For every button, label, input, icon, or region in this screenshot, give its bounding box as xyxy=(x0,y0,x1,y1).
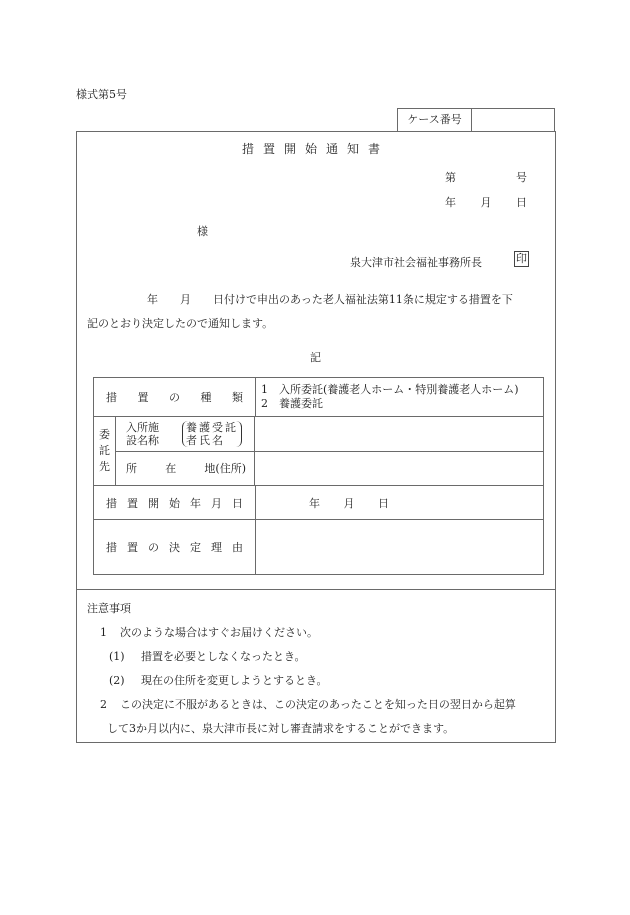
sender-name: 泉大津市社会福祉事務所長 xyxy=(350,256,482,269)
address-label: 所 在 地(住所) xyxy=(116,452,255,486)
document-title: 措置開始通知書 xyxy=(241,142,389,156)
document-number xyxy=(445,169,527,185)
note-item-1-2: (2) 現在の住所を変更しようとするとき。 xyxy=(109,674,328,687)
option-foster[interactable]: 2 養護委託 xyxy=(261,397,323,410)
reason-field[interactable] xyxy=(256,520,543,574)
consignee-header: 委 託 先 xyxy=(94,417,116,485)
start-date-field[interactable]: 年 月 日 xyxy=(309,496,389,510)
row-facility-name xyxy=(116,417,543,452)
seal-mark: 印 xyxy=(516,252,527,265)
row-measure-type xyxy=(94,378,543,417)
number-prefix: 第 xyxy=(445,171,456,184)
consignee-body xyxy=(116,417,543,485)
start-date-label: 措 置 開 始 年 月 日 xyxy=(94,486,256,519)
measure-type-label: 措 置 の 種 類 xyxy=(94,378,256,416)
issue-day: 日 xyxy=(516,196,527,209)
issue-year: 年 xyxy=(445,196,456,209)
note-item-1-1: (1) 措置を必要としなくなったとき。 xyxy=(109,650,306,663)
case-number-field[interactable] xyxy=(472,109,554,131)
issue-month: 月 xyxy=(480,196,492,209)
body-year: 年 xyxy=(147,293,158,306)
notice-frame xyxy=(76,131,556,743)
body-line-1 xyxy=(147,291,513,307)
addressee: 様 xyxy=(197,225,208,238)
note-item-2: 2 この決定に不服があるときは、この決定のあったことを知った日の翌日から起算 xyxy=(100,698,516,711)
notes-section xyxy=(87,597,516,741)
row-address xyxy=(116,452,543,486)
note-item-1: 1 次のような場合はすぐお届けください。 xyxy=(100,626,318,639)
notes-title: 注意事項 xyxy=(87,602,131,615)
foster-name-label: 養護受託 者氏名 xyxy=(182,421,242,447)
note-item-2-cont: して3か月以内に、泉大津市長に対し審査請求をすることができます。 xyxy=(107,722,455,735)
case-number-box xyxy=(397,108,555,131)
number-suffix: 号 xyxy=(516,171,527,184)
body-month: 月 xyxy=(180,293,191,306)
measure-table xyxy=(93,377,544,575)
row-consignee xyxy=(94,417,543,486)
facility-name-label: 入所施 設名称 養護受託 者氏名 xyxy=(116,417,255,451)
address-field[interactable] xyxy=(255,452,543,486)
reason-label: 措 置 の 決 定 理 由 xyxy=(94,520,256,574)
form-number: 様式第5号 xyxy=(76,88,127,101)
row-start-date xyxy=(94,486,543,520)
ki-heading: 記 xyxy=(310,351,321,364)
row-reason xyxy=(94,520,543,574)
facility-name-field[interactable] xyxy=(255,417,543,451)
body-line-2: 記のとおり決定したので通知します。 xyxy=(87,317,274,330)
notes-divider xyxy=(77,589,555,590)
issue-date xyxy=(445,194,527,210)
option-institutional[interactable]: 1 入所委託(養護老人ホーム・特別養護老人ホーム) xyxy=(261,383,519,396)
measure-type-options xyxy=(256,378,543,416)
case-number-label: ケース番号 xyxy=(398,109,472,131)
body-text-1: 日付けで申出のあった老人福祉法第11条に規定する措置を下 xyxy=(213,293,513,306)
